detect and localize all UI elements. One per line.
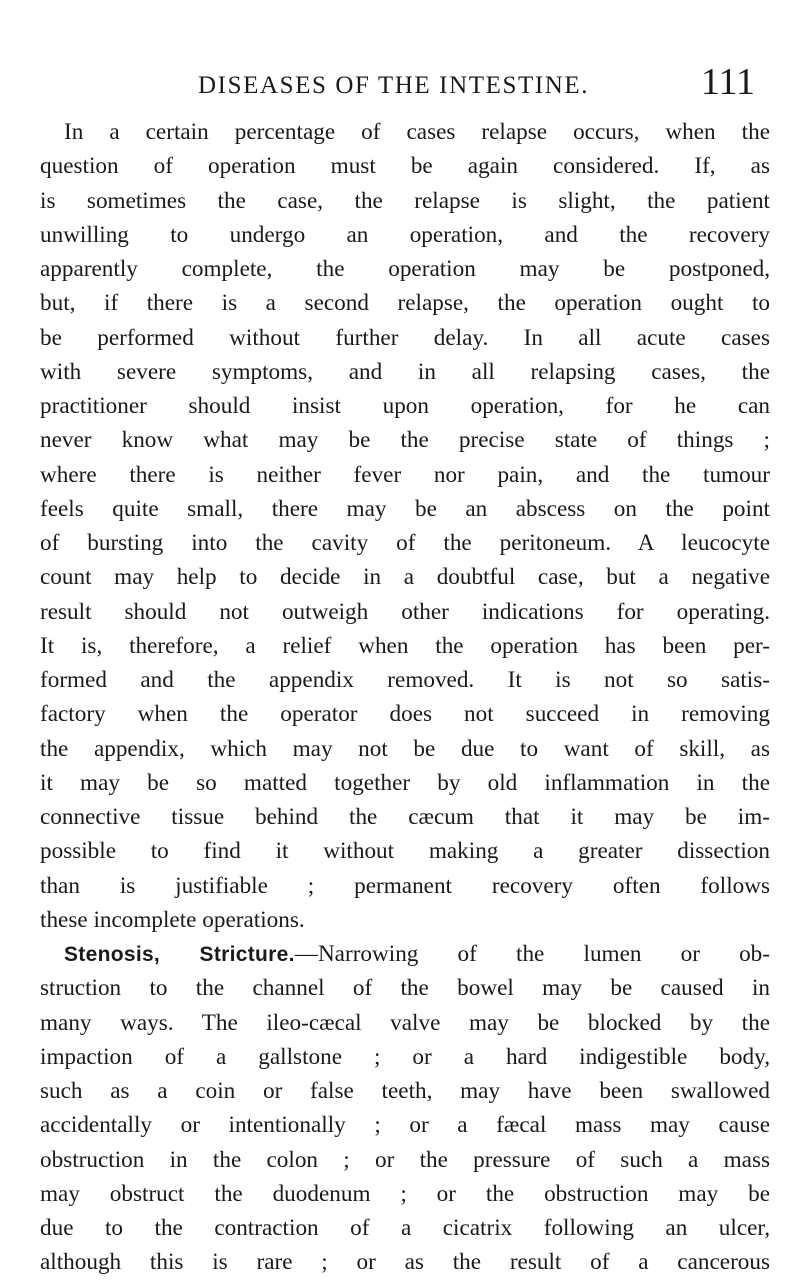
text-line: where there is neither fever nor pain, and the tumour bbox=[40, 461, 770, 488]
paragraph-relapse bbox=[40, 115, 770, 937]
text-line: of bursting into the cavity of the peritoneum. A leucocyte bbox=[40, 530, 770, 556]
text-line: unwilling to undergo an operation, and the recovery bbox=[40, 221, 770, 248]
text-line bbox=[40, 937, 770, 971]
text-line: accidentally or intentionally ; or a fæcal mass may cause bbox=[40, 1112, 770, 1139]
running-title: DISEASES OF THE INTESTINE. bbox=[198, 72, 590, 99]
body-text bbox=[40, 115, 770, 1280]
text-line: than is justifiable ; permanent recovery often follows bbox=[40, 872, 770, 899]
text-line: possible to find it without making a greater dissection bbox=[40, 838, 770, 865]
running-head bbox=[40, 61, 765, 106]
text-line: factory when the operator does not succeed in removing bbox=[40, 701, 770, 728]
text-line: due to the contraction of a cicatrix following an ulcer, bbox=[40, 1215, 770, 1241]
text-line: connective tissue behind the cæcum that it may be im- bbox=[40, 804, 770, 830]
text-line: struction to the channel of the bowel may be caused in bbox=[40, 975, 770, 1002]
text-line: the appendix, which may not be due to want of skill, as bbox=[40, 735, 770, 762]
text-line: result should not outweigh other indications for operating. bbox=[40, 598, 770, 625]
text-line: question of operation must be again considered. If, as bbox=[40, 153, 770, 180]
section-heading-stenosis: Stenosis, Stricture. bbox=[64, 943, 295, 966]
text-line: it may be so matted together by old inflammation in the bbox=[40, 769, 770, 796]
text-line: formed and the appendix removed. It is not so satis- bbox=[40, 667, 770, 693]
text-line: feels quite small, there may be an abscess on the point bbox=[40, 495, 770, 522]
text-line: It is, therefore, a relief when the operation has been per- bbox=[40, 632, 770, 659]
text-line: but, if there is a second relapse, the operation ought to bbox=[40, 290, 770, 317]
text-line: is sometimes the case, the relapse is slight, the patient bbox=[40, 187, 770, 214]
text-line: count may help to decide in a doubtful case, but a negative bbox=[40, 564, 770, 591]
text-line: with severe symptoms, and in all relapsing cases, the bbox=[40, 358, 770, 385]
paragraph-stenosis bbox=[40, 937, 770, 1280]
text-line: such as a coin or false teeth, may have been swallowed bbox=[40, 1078, 770, 1104]
page-number: 111 bbox=[700, 61, 755, 103]
text-line: obstruction in the colon ; or the pressure of such a mass bbox=[40, 1146, 770, 1173]
text-run: —Narrowing of the lumen or ob- bbox=[294, 941, 770, 967]
text-line: be performed without further delay. In all acute cases bbox=[40, 324, 770, 351]
text-line: these incomplete operations. bbox=[40, 906, 305, 933]
text-line: apparently complete, the operation may be postponed, bbox=[40, 256, 770, 282]
text-line: In a certain percentage of cases relapse occurs, when the bbox=[64, 119, 770, 145]
text-line: never know what may be the precise state of things ; bbox=[40, 427, 770, 454]
text-line: although this is rare ; or as the result of a cancerous bbox=[40, 1249, 770, 1276]
text-line: many ways. The ileo-cæcal valve may be blocked by the bbox=[40, 1009, 770, 1036]
text-line: may obstruct the duodenum ; or the obstruction may be bbox=[40, 1180, 770, 1207]
text-line: practitioner should insist upon operation, for he can bbox=[40, 393, 770, 419]
text-line: impaction of a gallstone ; or a hard indigestible body, bbox=[40, 1043, 770, 1070]
